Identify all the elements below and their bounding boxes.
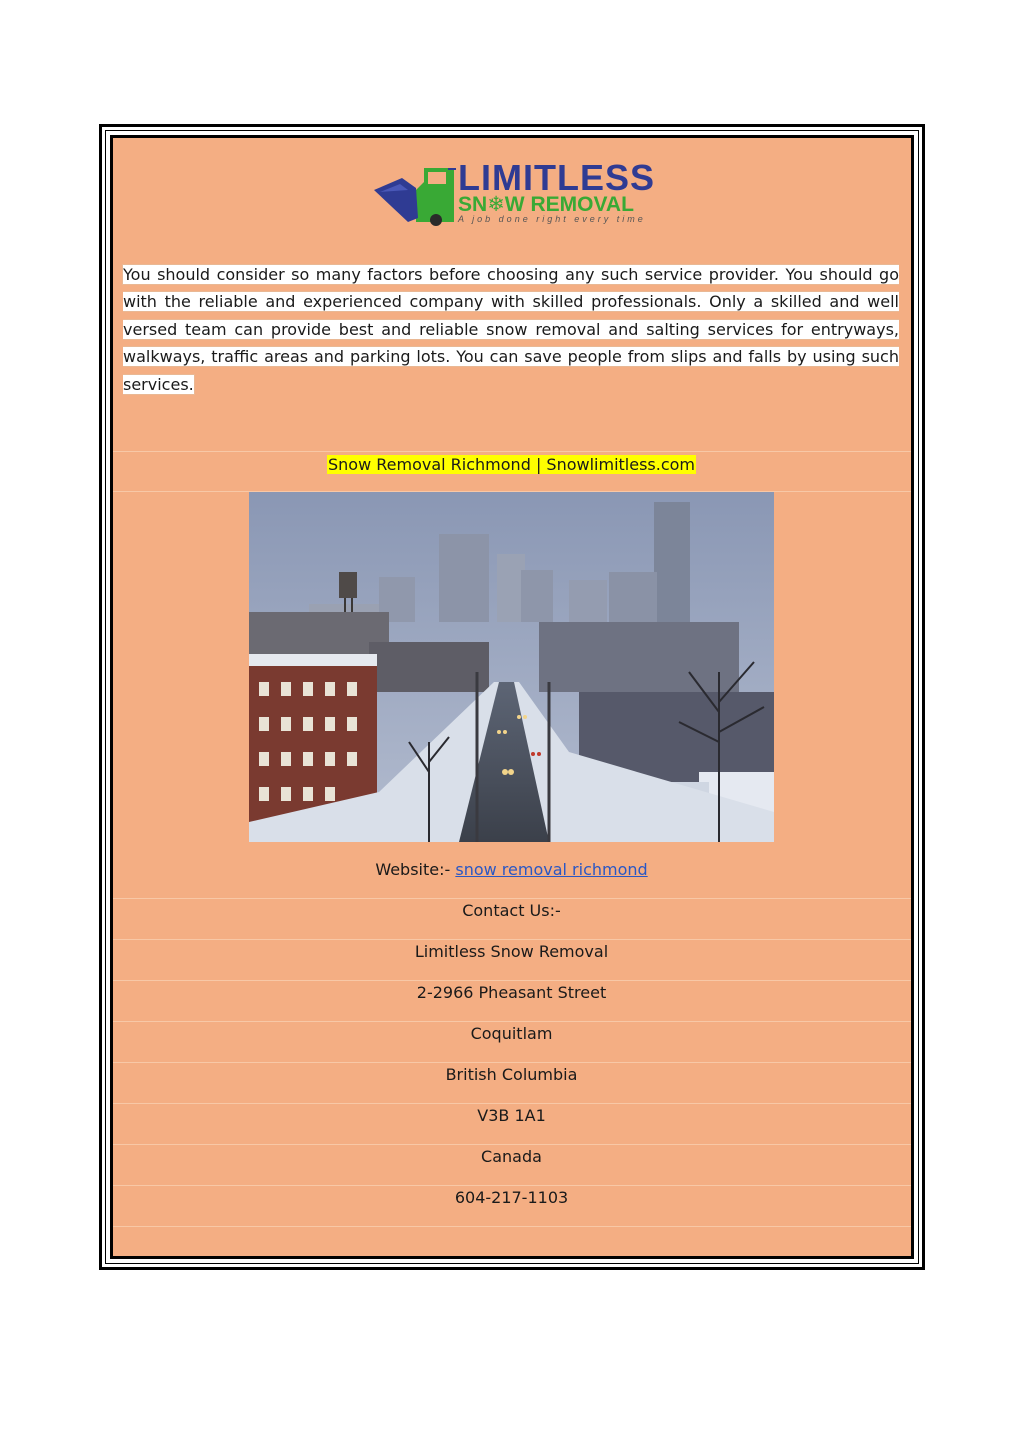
website-label: Website:-	[375, 860, 451, 879]
intro-paragraph	[123, 261, 899, 398]
country: Canada	[481, 1147, 542, 1166]
row-divider	[113, 451, 911, 452]
province: British Columbia	[445, 1065, 578, 1084]
street-address: 2-2966 Pheasant Street	[416, 983, 607, 1002]
company-name: Limitless Snow Removal	[414, 942, 609, 961]
logo-subtitle-part-b: W REMOVAL	[504, 193, 634, 216]
postal-code: V3B 1A1	[477, 1106, 546, 1125]
row-divider	[113, 1226, 911, 1227]
logo-tagline: A job done right every time	[458, 214, 646, 224]
website-link[interactable]: snow removal richmond	[455, 860, 648, 879]
snowflake-icon: ❄	[487, 193, 505, 216]
contact-heading: Contact Us:-	[462, 901, 561, 920]
logo-subtitle-part-a: SN	[458, 193, 488, 216]
website-line	[0, 858, 1023, 882]
city: Coquitlam	[470, 1024, 553, 1043]
page-headline	[0, 453, 1023, 477]
phone-number: 604-217-1103	[454, 1188, 569, 1207]
logo-title: LIMITLESS	[458, 157, 655, 198]
intro-paragraph-text: You should consider so many factors before choosing any such service provider. You should go with the reliable and experienced company with skilled professionals. Only a skilled and well versed team can provide best and reliable snow removal and salting services for entryways, walkways, traffic areas and parking lots. You can save people from slips and falls by using such services.	[123, 265, 899, 394]
snowy-richmond-street-photo	[249, 492, 774, 842]
headline-text: Snow Removal Richmond | Snowlimitless.com	[328, 455, 695, 474]
